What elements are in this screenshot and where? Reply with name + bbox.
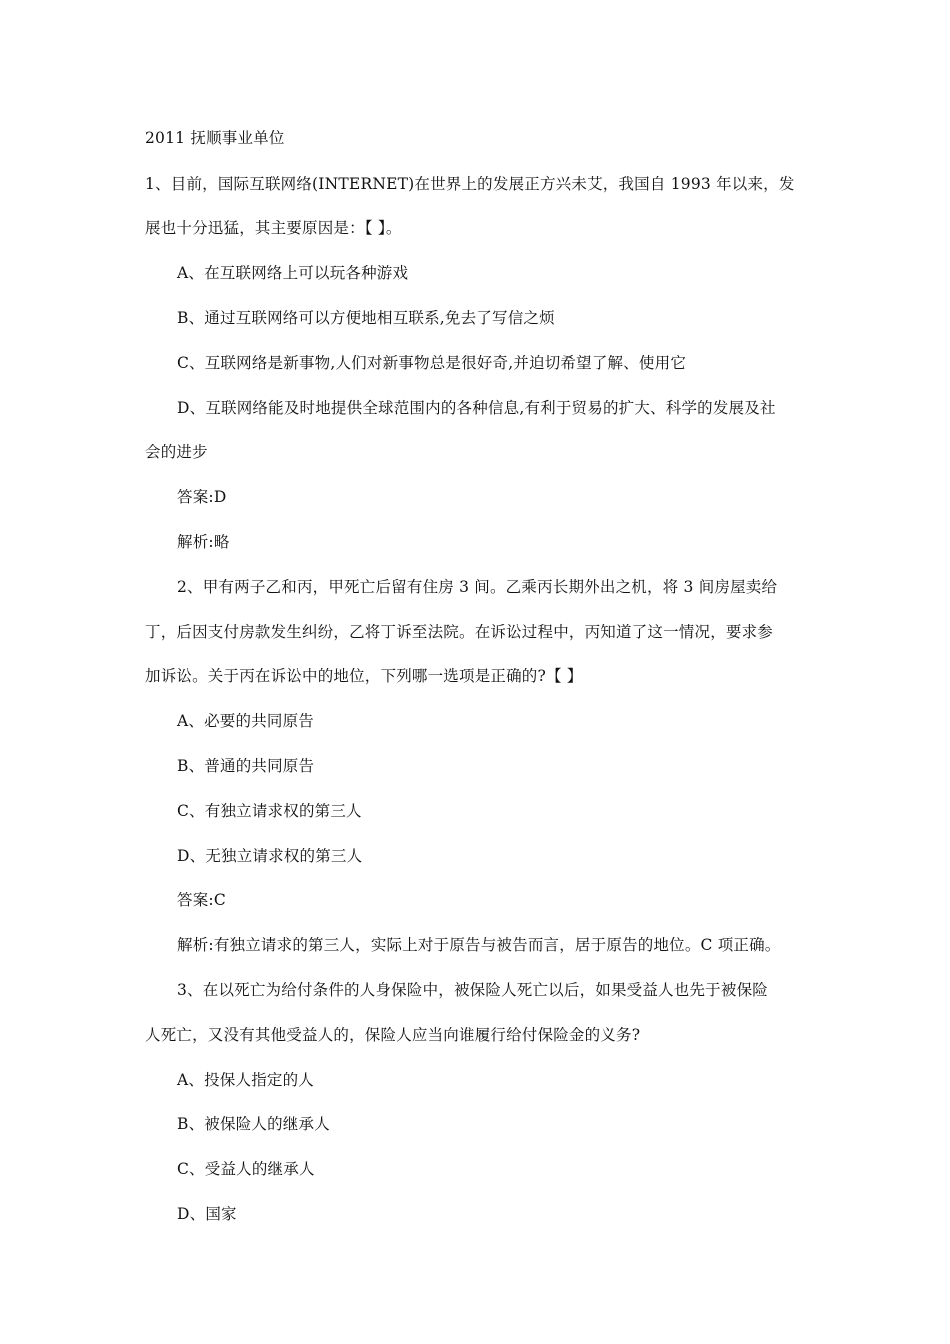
q1-option-a: A、在互联网络上可以玩各种游戏 [177, 264, 409, 282]
q2-option-a: A、必要的共同原告 [177, 712, 314, 730]
q3-option-d: D、国家 [177, 1205, 237, 1223]
q3-option-b: B、被保险人的继承人 [177, 1115, 330, 1133]
q1-option-d-line1: D、互联网络能及时地提供全球范围内的各种信息,有利于贸易的扩大、科学的发展及社 [177, 399, 776, 417]
q3-option-a: A、投保人指定的人 [177, 1071, 314, 1089]
q2-answer: 答案:C [177, 891, 226, 909]
q2-stem-line1: 2、甲有两子乙和丙，甲死亡后留有住房 3 间。乙乘丙长期外出之机，将 3 间房屋卖给 [177, 578, 778, 596]
q1-stem-line2: 展也十分迅猛，其主要原因是：【 】。 [145, 219, 402, 237]
q1-analysis: 解析:略 [177, 533, 230, 551]
q2-option-d: D、无独立请求权的第三人 [177, 847, 363, 865]
q2-stem-line3: 加诉讼。关于丙在诉讼中的地位，下列哪一选项是正确的?【 】 [145, 667, 583, 685]
q1-stem-line1: 1、目前，国际互联网络(INTERNET)在世界上的发展正方兴未艾，我国自 1993 年以来，发 [145, 175, 795, 193]
q1-answer: 答案:D [177, 488, 227, 506]
q3-option-c: C、受益人的继承人 [177, 1160, 315, 1178]
q2-stem-line2: 丁，后因支付房款发生纠纷，乙将丁诉至法院。在诉讼过程中，丙知道了这一情况，要求参 [145, 623, 774, 641]
document-title: 2011 抚顺事业单位 [145, 129, 285, 147]
q1-option-d-line2: 会的进步 [145, 443, 208, 461]
q3-stem-line1: 3、在以死亡为给付条件的人身保险中，被保险人死亡以后，如果受益人也先于被保险 [177, 981, 768, 999]
q1-option-c: C、互联网络是新事物,人们对新事物总是很好奇,并迫切希望了解、使用它 [177, 354, 687, 372]
q2-analysis: 解析:有独立请求的第三人，实际上对于原告与被告而言，居于原告的地位。C 项正确。 [177, 936, 781, 954]
q2-option-c: C、有独立请求权的第三人 [177, 802, 362, 820]
q3-stem-line2: 人死亡，又没有其他受益人的，保险人应当向谁履行给付保险金的义务? [145, 1026, 641, 1044]
q2-option-b: B、普通的共同原告 [177, 757, 315, 775]
q1-option-b: B、通过互联网络可以方便地相互联系,免去了写信之烦 [177, 309, 555, 327]
